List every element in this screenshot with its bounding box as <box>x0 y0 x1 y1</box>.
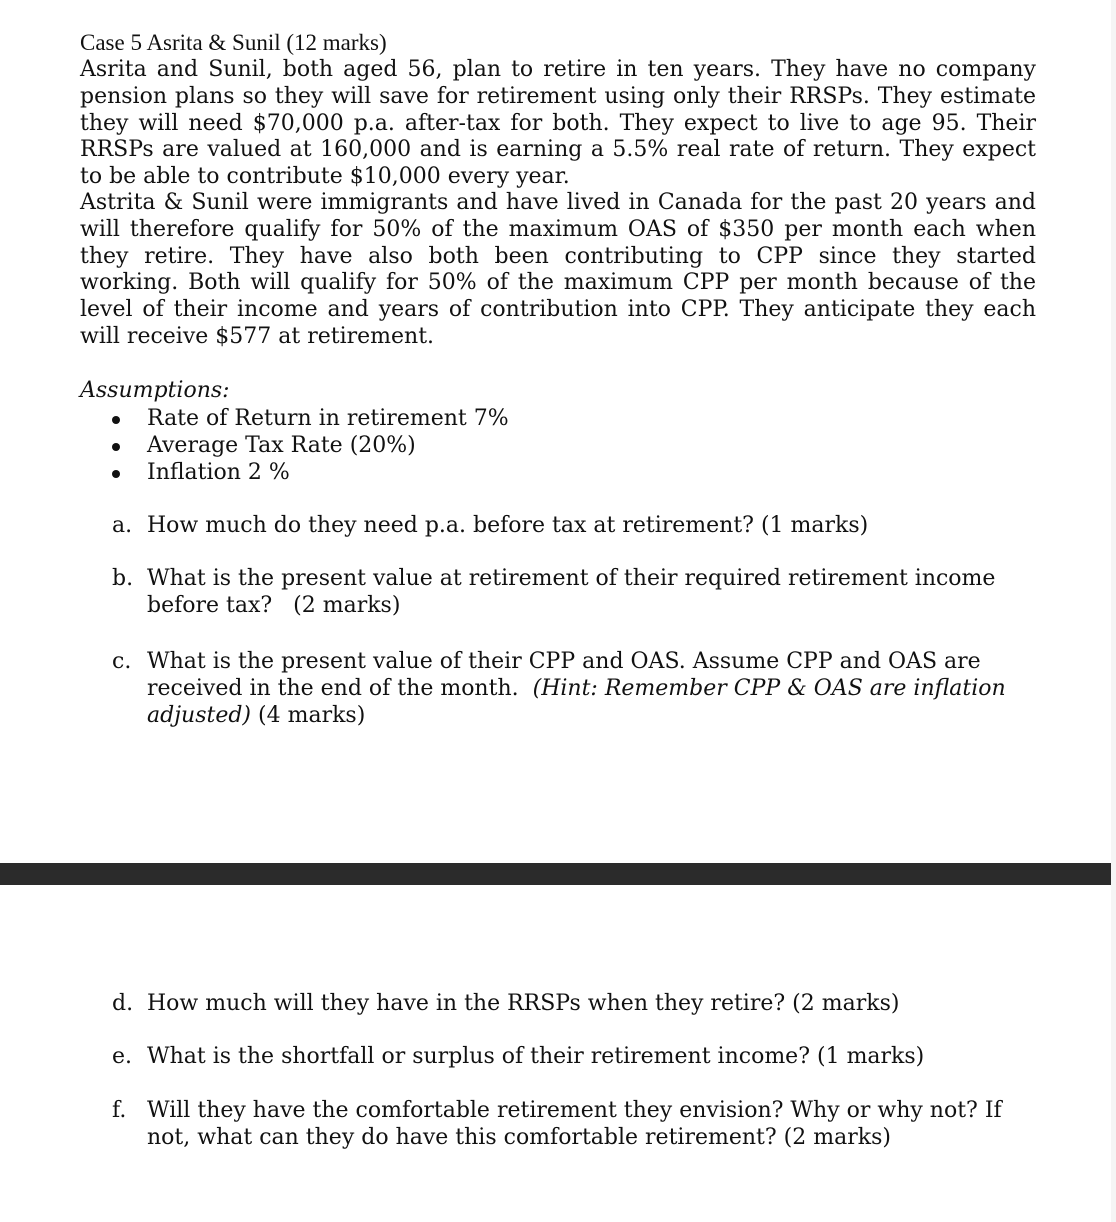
bullet-icon <box>112 470 120 478</box>
page-edge <box>1111 0 1116 1222</box>
question-text: Will they have the comfortable retirement they envision? Why or why not? If not, what can they do have this comfortable retirement? (2 marks) <box>147 1098 1002 1150</box>
question-c <box>112 649 1032 729</box>
question-f <box>112 1098 1032 1152</box>
question-label: e. <box>112 1044 133 1069</box>
page-divider <box>0 863 1116 885</box>
question-b <box>112 566 1032 620</box>
question-label: a. <box>112 513 133 538</box>
question-label: d. <box>112 991 134 1016</box>
question-a <box>112 513 1032 540</box>
question-c-body <box>147 649 1027 729</box>
assumption-item <box>112 459 509 486</box>
case-paragraph-1: Asrita and Sunil, both aged 56, plan to retire in ten years. They have no company pension plans so they will save for retirement using only their RRSPs. They estimate they will need $70,000 p.a. after-tax for both. They expect to live to age 95. Their RRSPs are valued at 160,000 and is earning a 5.5% real rate of return. They expect to be able to contribute $10,000 every year. <box>80 57 1036 190</box>
question-hint: (Hint: Remember CPP & OAS are inflation adjusted) <box>147 675 1006 728</box>
question-text: What is the present value at retirement of their required retirement income before tax? (2 marks) <box>147 566 1003 618</box>
assumption-item <box>112 405 509 432</box>
question-label: b. <box>112 566 134 591</box>
bullet-icon <box>112 443 120 451</box>
assumption-text: Inflation 2 % <box>147 460 290 485</box>
assumption-text: Average Tax Rate (20%) <box>147 433 416 458</box>
question-e <box>112 1044 1032 1071</box>
question-label: c. <box>112 649 132 674</box>
question-d <box>112 991 1032 1018</box>
question-marks: (4 marks) <box>258 702 366 728</box>
question-text: How much do they need p.a. before tax at retirement? (1 marks) <box>147 513 869 538</box>
question-text: What is the present value of their CPP and OAS. Assume CPP and OAS are received in the end of the month. <box>147 649 981 701</box>
assumption-text: Rate of Return in retirement 7% <box>147 406 509 431</box>
assumptions-list <box>112 405 509 486</box>
case-paragraph-2: Astrita & Sunil were immigrants and have lived in Canada for the past 20 years and will therefore qualify for 50% of the maximum OAS of $350 per month each when they retire. They have also both been contributing to CPP since they started working. Both will qualify for 50% of the maximum CPP per month because of the level of their income and years of contribution into CPP. They anticipate they each will receive $577 at retirement. <box>80 190 1036 349</box>
question-text: How much will they have in the RRSPs when they retire? (2 marks) <box>147 991 900 1016</box>
case-title: Case 5 Asrita & Sunil (12 marks) <box>80 30 387 55</box>
bullet-icon <box>112 416 120 424</box>
assumption-item <box>112 432 509 459</box>
question-label: f. <box>112 1098 127 1123</box>
assumptions-heading: Assumptions: <box>80 378 230 403</box>
question-text: What is the shortfall or surplus of their retirement income? (1 marks) <box>147 1044 925 1069</box>
